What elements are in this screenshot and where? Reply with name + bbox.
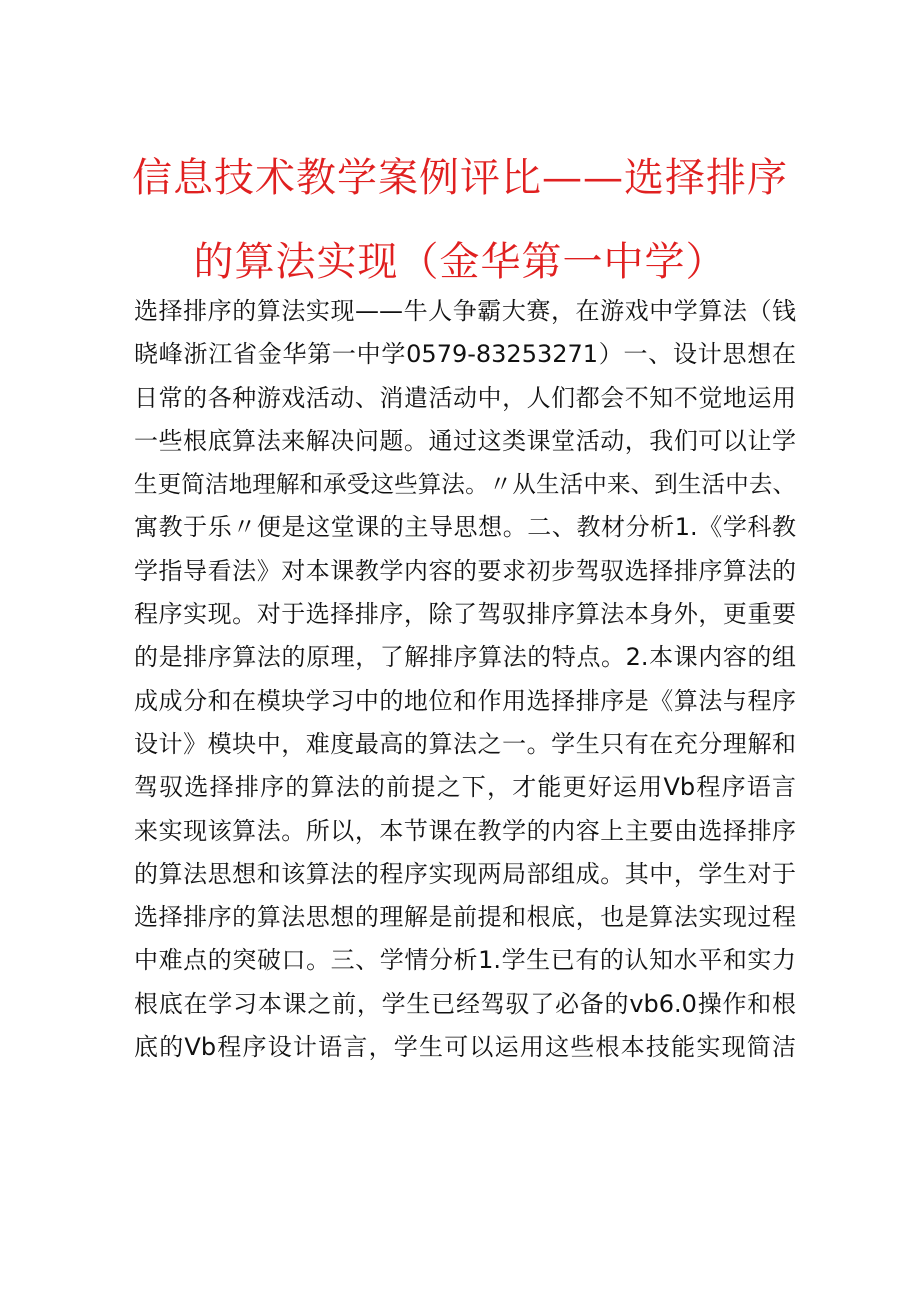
body-line: 驾驭选择排序的算法的前提之下，才能更好运用Vb程序语言 — [134, 773, 796, 802]
body-line: 底的Vb程序设计语言，学生可以运用这些根本技能实现简洁 — [134, 1033, 796, 1062]
body-line: 日常的各种游戏活动、消遣活动中，人们都会不知不觉地运用 — [134, 383, 796, 412]
body-line: 的算法思想和该算法的程序实现两局部组成。其中，学生对于 — [134, 859, 796, 888]
body-line: 来实现该算法。所以，本节课在教学的内容上主要由选择排序 — [134, 816, 796, 845]
body-line: 中难点的突破口。三、学情分析1.学生已有的认知水平和实力 — [134, 946, 796, 975]
body-line: 学指导看法》对本课教学内容的要求初步驾驭选择排序算法的 — [134, 556, 796, 585]
body-line: 的是排序算法的原理，了解排序算法的特点。2.本课内容的组 — [134, 643, 796, 672]
title-line-2: 的算法实现（金华第一中学） — [193, 239, 727, 285]
body-line: 成成分和在模块学习中的地位和作用选择排序是《算法与程序 — [134, 686, 796, 715]
body-line: 根底在学习本课之前，学生已经驾驭了必备的vb6.0操作和根 — [134, 989, 796, 1018]
document-body — [134, 290, 796, 1069]
body-line: 寓教于乐〃便是这堂课的主导思想。二、教材分析1.《学科教 — [134, 513, 796, 542]
body-line: 晓峰浙江省金华第一中学0579-83253271）一、设计思想在 — [134, 340, 796, 369]
body-line: 选择排序的算法实现——牛人争霸大赛，在游戏中学算法（钱 — [134, 297, 796, 325]
body-line: 生更简洁地理解和承受这些算法。〃从生活中来、到生活中去、 — [134, 470, 796, 499]
document-title — [120, 136, 800, 304]
body-line: 选择排序的算法思想的理解是前提和根底，也是算法实现过程 — [134, 903, 796, 932]
title-line-1: 信息技术教学案例评比——选择排序 — [132, 155, 788, 201]
body-line: 设计》模块中，难度最高的算法之一。学生只有在充分理解和 — [134, 729, 796, 758]
body-line: 程序实现。对于选择排序，除了驾驭排序算法本身外，更重要 — [134, 600, 796, 629]
body-line: 一些根底算法来解决问题。通过这类课堂活动，我们可以让学 — [134, 426, 796, 455]
